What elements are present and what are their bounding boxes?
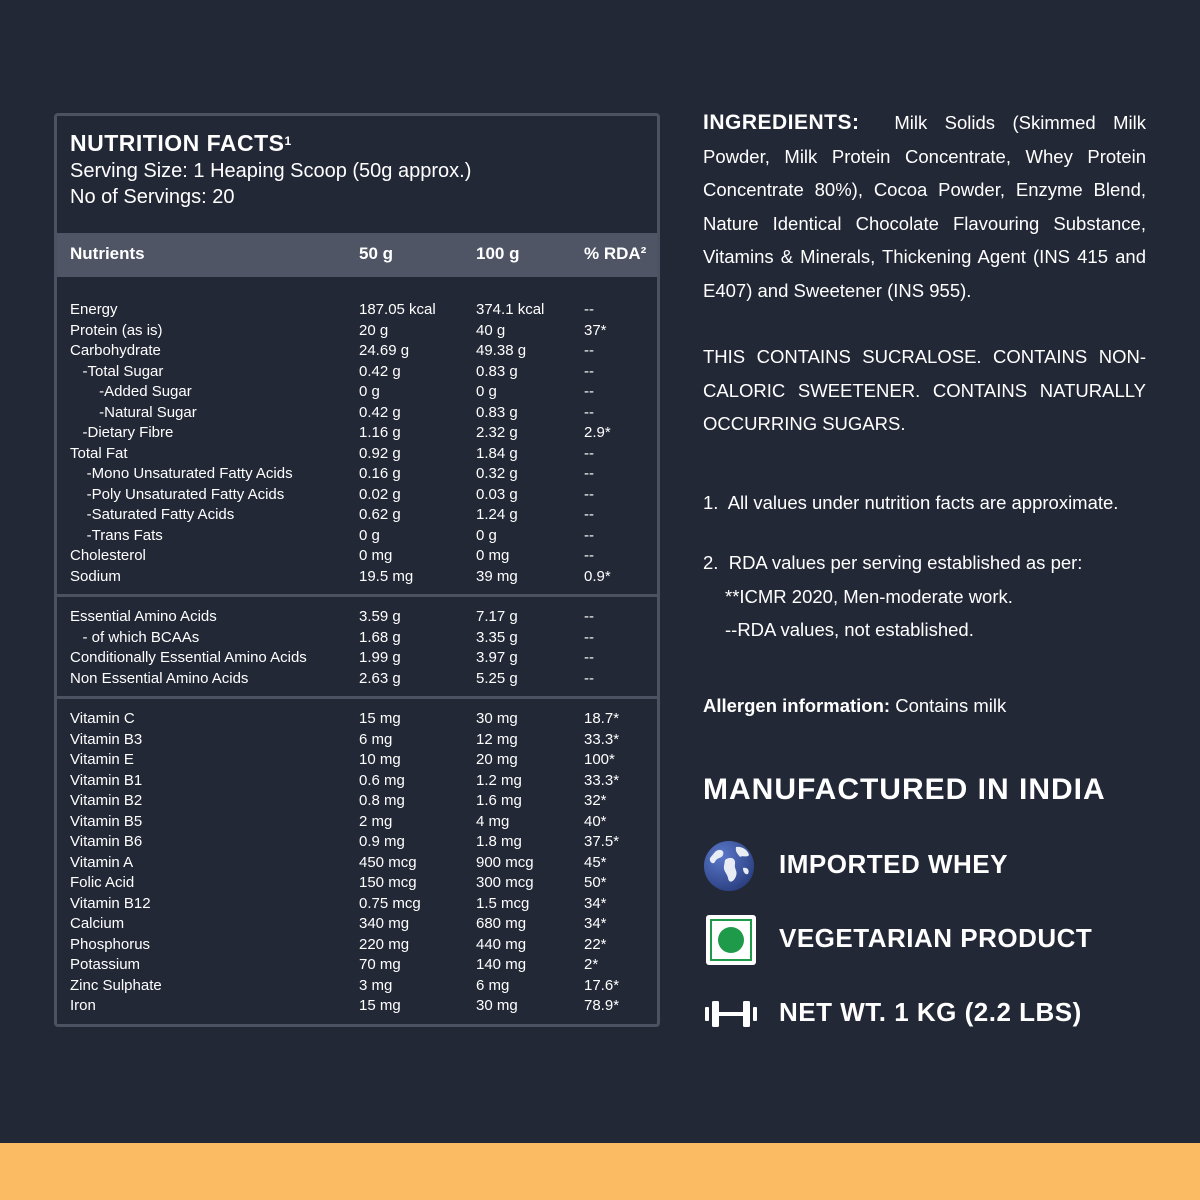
col-rda: % RDA² (584, 244, 647, 263)
nutrient-row (57, 914, 657, 935)
value-50g: 3 mg (359, 976, 393, 994)
nutrient-name: -Natural Sugar (70, 403, 197, 421)
nutrient-row (57, 832, 657, 853)
nutrient-row (57, 567, 657, 588)
nutrient-name: -Poly Unsaturated Fatty Acids (70, 485, 285, 503)
nutrient-row (57, 873, 657, 894)
value-rda: 22* (584, 935, 607, 953)
value-rda: 0.9* (584, 567, 611, 585)
value-100g: 0.83 g (476, 362, 518, 380)
value-100g: 30 mg (476, 997, 518, 1014)
value-50g: 0.75 mcg (359, 894, 421, 912)
value-100g: 374.1 kcal (476, 301, 545, 318)
nutrient-row (57, 546, 657, 567)
manufactured-in-india: MANUFACTURED IN INDIA (703, 773, 1106, 806)
value-rda: -- (584, 628, 594, 646)
nutrient-row (57, 464, 657, 485)
nutrient-row (57, 505, 657, 526)
value-rda: 17.6* (584, 976, 620, 994)
nutrient-row (57, 812, 657, 833)
col-50g: 50 g (359, 244, 394, 263)
value-100g: 30 mg (476, 710, 518, 727)
value-rda: 78.9* (584, 997, 620, 1014)
value-100g: 1.8 mg (476, 833, 522, 850)
divider (57, 594, 657, 597)
micronutrient-rows (57, 709, 657, 1017)
nutrient-row (57, 444, 657, 465)
nutrient-row (57, 607, 657, 628)
allergen-label: Allergen information: (703, 695, 891, 716)
value-rda: -- (584, 383, 594, 400)
nutrient-name: Vitamin A (70, 853, 134, 871)
value-rda: -- (584, 547, 594, 564)
nutrient-row (57, 300, 657, 321)
value-50g: 340 mg (359, 915, 410, 932)
nutrient-row (57, 853, 657, 874)
nutrient-row (57, 321, 657, 342)
ingredients-label: INGREDIENTS: (703, 111, 860, 134)
value-rda: -- (584, 465, 594, 482)
value-rda: -- (584, 362, 594, 380)
serving-size: Serving Size: 1 Heaping Scoop (50g approx.) (70, 160, 472, 182)
value-50g: 0.42 g (359, 403, 401, 421)
nutrient-row (57, 423, 657, 444)
allergen-info (703, 689, 1146, 723)
feature-label: IMPORTED WHEY (779, 849, 1008, 879)
value-rda: 33.3* (584, 730, 620, 748)
nutrient-name: Cholesterol (70, 547, 146, 564)
value-50g: 70 mg (359, 956, 401, 973)
note-rda-not-established: --RDA values, not established. (725, 619, 974, 641)
nutrient-name: Protein (as is) (70, 321, 163, 339)
nutrient-name: Vitamin B12 (70, 894, 151, 912)
value-rda: 34* (584, 894, 607, 912)
note-approximate: 1. All values under nutrition facts are approximate. (703, 492, 1119, 513)
value-rda: 33.3* (584, 771, 620, 789)
value-100g: 7.17 g (476, 608, 518, 625)
value-50g: 1.16 g (359, 424, 401, 441)
value-50g: 1.99 g (359, 649, 401, 666)
col-nutrients: Nutrients (70, 244, 145, 263)
nutrient-row (57, 709, 657, 730)
value-100g: 0 g (476, 383, 497, 400)
value-100g: 40 g (476, 321, 506, 339)
value-rda: 32* (584, 792, 607, 809)
value-50g: 0.92 g (359, 444, 401, 462)
nutrient-row (57, 750, 657, 771)
nutrient-name: Vitamin C (70, 710, 135, 727)
value-50g: 0.8 mg (359, 792, 405, 809)
nutrient-row (57, 935, 657, 956)
value-rda: -- (584, 669, 594, 687)
value-50g: 450 mcg (359, 853, 417, 871)
nutrition-table-header (57, 233, 657, 277)
feature-label: NET WT. 1 KG (2.2 LBS) (779, 997, 1082, 1027)
value-50g: 0.16 g (359, 465, 401, 482)
value-100g: 1.84 g (476, 444, 518, 462)
value-50g: 0.62 g (359, 506, 401, 523)
value-rda: -- (584, 608, 594, 625)
nutrient-row (57, 996, 657, 1017)
nutrient-name: Folic Acid (70, 874, 135, 891)
value-rda: -- (584, 506, 594, 523)
value-rda: -- (584, 485, 594, 503)
value-100g: 900 mcg (476, 853, 534, 871)
nutrient-row (57, 341, 657, 362)
value-rda: 34* (584, 915, 607, 932)
note-rda (703, 546, 1146, 647)
nutrient-name: Potassium (70, 956, 141, 973)
value-100g: 1.5 mcg (476, 894, 530, 912)
nutrient-row (57, 485, 657, 506)
nutrient-row (57, 771, 657, 792)
value-rda: -- (584, 526, 594, 544)
nutrient-name: - of which BCAAs (70, 628, 200, 646)
divider (57, 696, 657, 699)
value-100g: 12 mg (476, 730, 518, 748)
nutrient-row (57, 894, 657, 915)
nutrient-name: Calcium (70, 915, 125, 932)
nutrition-header (70, 128, 644, 210)
accent-band (0, 1143, 1200, 1200)
nutrient-row (57, 628, 657, 649)
nutrient-name: Vitamin B3 (70, 730, 143, 748)
veg-symbol-icon (703, 912, 759, 968)
nutrient-name: Vitamin B5 (70, 812, 143, 830)
value-rda: -- (584, 444, 594, 462)
value-100g: 3.35 g (476, 628, 518, 646)
nutrient-name: -Mono Unsaturated Fatty Acids (70, 465, 293, 482)
value-50g: 220 mg (359, 935, 410, 953)
value-50g: 0.6 mg (359, 771, 405, 789)
value-100g: 1.24 g (476, 506, 518, 523)
nutrient-row (57, 382, 657, 403)
value-rda: 2* (584, 956, 599, 973)
allergen-text: Contains milk (895, 695, 1007, 716)
nutrient-name: Sodium (70, 567, 121, 585)
col-100g: 100 g (476, 244, 520, 263)
macronutrient-rows (57, 300, 657, 587)
note-rda-icmr: **ICMR 2020, Men-moderate work. (725, 585, 1013, 607)
value-100g: 680 mg (476, 915, 527, 932)
value-50g: 150 mcg (359, 874, 417, 891)
value-rda: 37* (584, 321, 607, 339)
nutrient-name: Iron (70, 997, 96, 1014)
feature-imported-whey (703, 838, 1183, 894)
ingredients-block (703, 106, 1146, 308)
nutrient-row (57, 403, 657, 424)
nutrient-name: -Added Sugar (70, 383, 192, 400)
value-100g: 6 mg (476, 976, 510, 994)
value-100g: 39 mg (476, 567, 518, 585)
nutrient-name: Vitamin B2 (70, 792, 143, 809)
feature-net-weight (703, 986, 1183, 1042)
value-100g: 20 mg (476, 751, 518, 768)
value-50g: 0 g (359, 526, 380, 544)
value-50g: 0.02 g (359, 485, 401, 503)
nutrient-name: Zinc Sulphate (70, 976, 162, 994)
value-50g: 0 g (359, 383, 380, 400)
nutrient-name: -Dietary Fibre (70, 424, 174, 441)
value-50g: 15 mg (359, 997, 401, 1014)
note-rda-title: 2. RDA values per serving established as per: (703, 552, 1083, 573)
nutrient-name: Carbohydrate (70, 342, 161, 359)
nutrient-name: -Trans Fats (70, 526, 163, 544)
nutrient-row (57, 976, 657, 997)
value-100g: 1.6 mg (476, 792, 522, 809)
value-100g: 3.97 g (476, 649, 518, 666)
value-50g: 20 g (359, 321, 389, 339)
nutrient-name: Energy (70, 301, 118, 318)
value-50g: 6 mg (359, 730, 393, 748)
value-rda: 2.9* (584, 424, 611, 441)
value-100g: 140 mg (476, 956, 527, 973)
value-50g: 0.42 g (359, 362, 401, 380)
value-rda: 18.7* (584, 710, 620, 727)
value-rda: -- (584, 301, 594, 318)
ingredients-text: Milk Solids (Skimmed Milk Powder, Milk Protein Concentrate, Whey Protein Concentrate 80%), Cocoa Powder, Enzyme Blend, Nature Identical Chocolate Flavouring Substance, Vitamins & Minerals, Thickening Agent (INS 415 and E407) and Sweetener (INS 955). (703, 112, 1147, 301)
value-100g: 4 mg (476, 812, 510, 830)
value-100g: 0 g (476, 526, 497, 544)
nutrient-name: Conditionally Essential Amino Acids (70, 649, 307, 666)
value-rda: -- (584, 342, 594, 359)
value-rda: 100* (584, 751, 615, 768)
value-50g: 1.68 g (359, 628, 401, 646)
value-rda: 40* (584, 812, 607, 830)
value-50g: 3.59 g (359, 608, 401, 625)
nutrient-name: Total Fat (70, 444, 128, 462)
value-rda: 45* (584, 853, 607, 871)
nutrient-name: Vitamin B6 (70, 833, 143, 850)
number-of-servings: No of Servings: 20 (70, 186, 235, 208)
nutrient-row (57, 526, 657, 547)
nutrient-row (57, 730, 657, 751)
nutrition-title: NUTRITION FACTS$^1$ (70, 130, 292, 156)
feature-vegetarian (703, 912, 1183, 968)
value-100g: 440 mg (476, 935, 527, 953)
nutrient-name: -Total Sugar (70, 362, 164, 380)
dumbbell-icon (703, 986, 759, 1042)
value-100g: 5.25 g (476, 669, 518, 687)
nutrient-name: Essential Amino Acids (70, 608, 217, 625)
value-rda: -- (584, 403, 594, 421)
nutrient-row (57, 791, 657, 812)
nutrient-row (57, 362, 657, 383)
value-100g: 0 mg (476, 547, 510, 564)
globe-icon (703, 838, 759, 894)
nutrient-row (57, 669, 657, 690)
nutrient-name: Vitamin B1 (70, 771, 143, 789)
value-50g: 2 mg (359, 812, 393, 830)
nutrient-row (57, 955, 657, 976)
value-100g: 2.32 g (476, 424, 518, 441)
feature-label: VEGETARIAN PRODUCT (779, 923, 1093, 953)
value-100g: 300 mcg (476, 874, 534, 891)
value-100g: 0.32 g (476, 465, 518, 482)
value-rda: 50* (584, 874, 607, 891)
value-rda: -- (584, 649, 594, 666)
value-50g: 10 mg (359, 751, 401, 768)
value-100g: 0.83 g (476, 403, 518, 421)
nutrient-name: -Saturated Fatty Acids (70, 506, 235, 523)
value-50g: 187.05 kcal (359, 301, 436, 318)
value-rda: 37.5* (584, 833, 620, 850)
amino-acid-rows (57, 607, 657, 689)
nutrient-name: Phosphorus (70, 935, 151, 953)
nutrient-name: Non Essential Amino Acids (70, 669, 249, 687)
value-50g: 2.63 g (359, 669, 401, 687)
value-100g: 0.03 g (476, 485, 518, 503)
value-50g: 0 mg (359, 547, 393, 564)
value-50g: 0.9 mg (359, 833, 405, 850)
nutrition-facts-panel (54, 113, 660, 1027)
value-50g: 24.69 g (359, 342, 410, 359)
nutrient-row (57, 648, 657, 669)
sweetener-notice: THIS CONTAINS SUCRALOSE. CONTAINS NON-CALORIC SWEETENER. CONTAINS NATURALLY OCCURRING SUGARS. (703, 346, 1146, 435)
value-50g: 19.5 mg (359, 567, 414, 585)
value-100g: 1.2 mg (476, 771, 522, 789)
value-100g: 49.38 g (476, 342, 527, 359)
value-50g: 15 mg (359, 710, 401, 727)
nutrient-name: Vitamin E (70, 751, 134, 768)
